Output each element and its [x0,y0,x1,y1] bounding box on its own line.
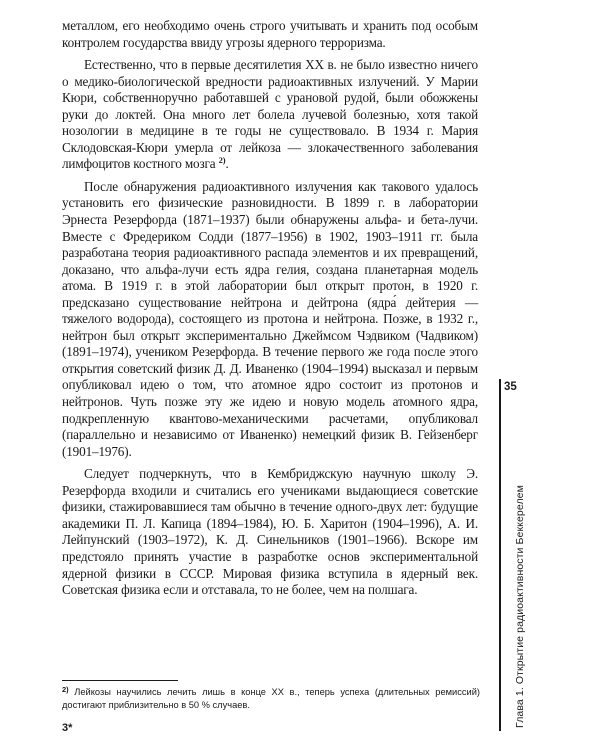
footnote-text: Лейкозы научились лечить лишь в конце XX в., теперь успеха (длительных ремиссий) достигают приблизительно в 50 % случаев. [62,687,480,710]
main-text [62,18,478,599]
page-number: 35 [504,381,517,393]
paragraph-2 [62,57,478,173]
paragraph-1: металлом, его необходимо очень строго учитывать и хранить под особым контролем государства ввиду угрозы ядерного терроризма. [62,18,478,50]
paragraph-2-text: Естественно, что в первые десятилетия XX в. не было известно ничего о медико-биологической вредности радиоактивных излучений. У Марии Кюри, собственноручно работавшей с урановой рудой, были обожжены руки до локтей. Она много лет болела лучевой болезнью, хотя такой нозологии в медицине в те годы не существовало. В 1934 г. Мария Склодовская-Кюри умерла от лейкоза — злокачественного заболевания лимфоцитов костного мозга [62,57,478,172]
margin-rule [499,379,501,731]
footnote-divider [62,680,178,681]
paragraph-3: После обнаружения радиоактивного излучения как такового удалось установить его физические разновидности. В 1899 г. в лаборатории Эрнеста Резерфорда (1871–1937) были обнаружены альфа- и бета-лучи. Вместе с Фредериком Содди (1877–1956) в 1902, 1903–1911 гг. была разработана теория радиоактивного распада элементов и их превращений, доказано, что альфа-лучи есть ядра гелия, создана планетарная модель атома. В 1919 г. в этой лаборатории был открыт протон, в 1920 г. предсказано существование нейтрона и дейтрона (ядра́ дейтерия — тяжелого водорода), состоящего из протона и нейтрона. Позже, в 1932 г., нейтрон был открыт экспериментально Джеймсом Чэдвиком (Чадвиком) (1891–1974), учеником Резерфорда. В течение первого же года после этого открытия советский физик Д. Д. Иваненко (1904–1994) высказал и первым опубликовал идею о том, что атомное ядро состоит из протонов и нейтронов. Чуть позже эту же идею и новую модель атомного ядра, подкрепленную квантово-механическими расчетами, опубликовал (параллельно и независимо от Иваненко) немецкий физик В. Гейзенберг (1901–1976). [62,178,478,459]
footnote [62,686,480,712]
footnote-mark: 2) [62,685,69,694]
footnote-reference-period: . [225,156,229,172]
paragraph-4: Следует подчеркнуть, что в Кембриджскую научную школу Э. Резерфорда входили и считались его учениками выдающиеся советские физики, стажировавшиеся там обычно в течение одного-двух лет: будущие академики П. Л. Капица (1894–1984), Ю. Б. Харитон (1904–1996), А. И. Лейпунский (1903–1972), К. Д. Синельников (1901–1966). Вскоре им предстояло принять участие в разработке основ экспериментальной ядерной физики в СССР. Мировая физика вступила в ядерный век. Советская физика если и отставала, то не более, чем на полшага. [62,466,478,598]
signature-mark: 3* [62,722,73,734]
footnote-reference: 2) [218,155,226,166]
running-head: Глава 1. Открытие радиоактивности Беккерелем [514,485,526,728]
